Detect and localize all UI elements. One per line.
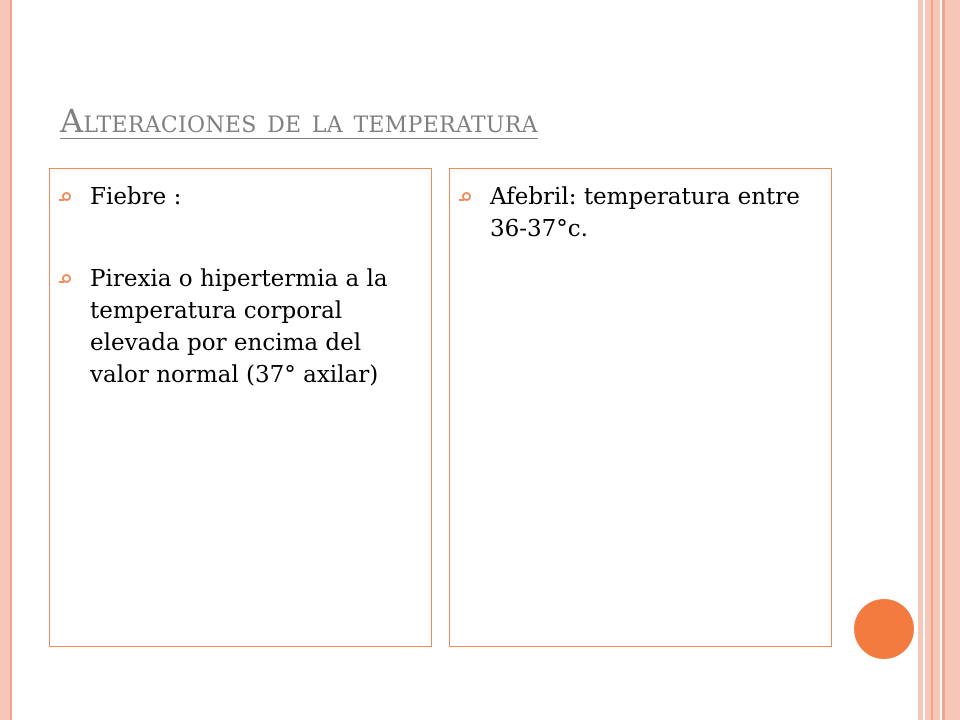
- left-text-box: [49, 168, 432, 647]
- slide-title: Alteraciones de la temperatura: [60, 102, 538, 140]
- bullet-icon: [62, 192, 71, 201]
- list-item: [50, 181, 419, 213]
- bullet-icon: [462, 192, 471, 201]
- left-bullet-list: [50, 169, 431, 391]
- right-bullet-list: [450, 169, 831, 245]
- list-item: [450, 181, 819, 245]
- left-border-line: [10, 0, 12, 720]
- right-text-box: [449, 168, 832, 647]
- bullet-text: Pirexia o hipertermia a la temperatura corporal elevada por encima del valor normal (37° axilar): [90, 266, 388, 388]
- stripe: [945, 0, 960, 720]
- stripe: [933, 0, 940, 720]
- bullet-text: Afebril: temperatura entre 36-37°c.: [490, 184, 800, 242]
- left-decorative-border: [0, 0, 10, 720]
- decorative-circle-icon: [854, 599, 914, 659]
- right-decorative-stripes: [918, 0, 960, 720]
- list-item: [50, 263, 419, 391]
- bullet-icon: [62, 274, 71, 283]
- bullet-text: Fiebre :: [90, 184, 182, 210]
